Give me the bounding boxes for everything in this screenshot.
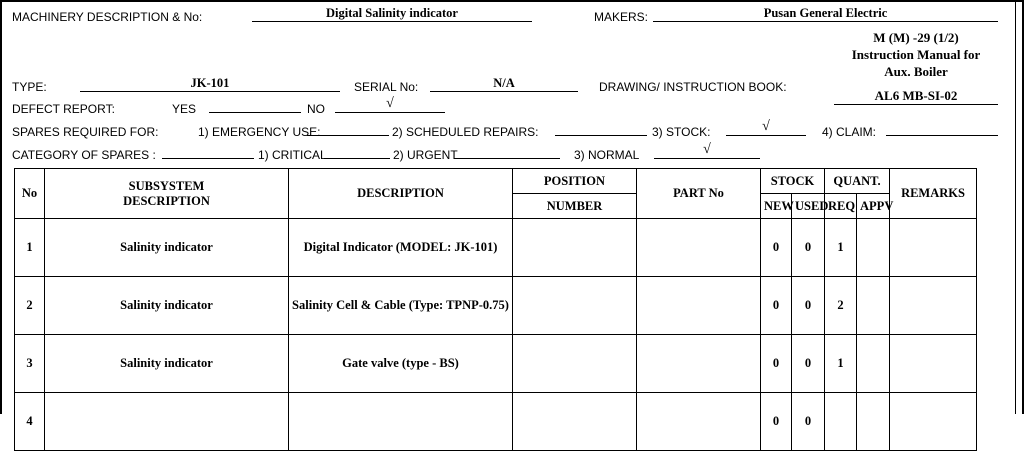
cell-part-no xyxy=(637,277,761,335)
cell-description: Digital Indicator (MODEL: JK-101) xyxy=(289,219,513,277)
spares-scheduled-label: 2) SCHEDULED REPAIRS: xyxy=(392,125,539,139)
category-normal-field[interactable] xyxy=(454,144,560,159)
cell-no: 1 xyxy=(15,219,45,277)
category-critical-field[interactable] xyxy=(162,144,254,159)
cell-subsystem xyxy=(45,393,289,451)
cell-position-number xyxy=(513,335,637,393)
cell-quant-appv xyxy=(857,393,890,451)
manual-reference-line2: Instruction Manual for xyxy=(851,47,981,62)
defect-report-no-field[interactable]: √ xyxy=(335,96,445,113)
cell-stock-used: 0 xyxy=(792,335,825,393)
cell-stock-used: 0 xyxy=(792,393,825,451)
cell-no: 3 xyxy=(15,335,45,393)
cell-part-no xyxy=(637,219,761,277)
cell-stock-new: 0 xyxy=(761,393,792,451)
cell-stock-new: 0 xyxy=(761,277,792,335)
cell-position-number xyxy=(513,393,637,451)
makers-value: Pusan General Electric xyxy=(653,6,998,22)
spares-stock-field[interactable]: √ xyxy=(726,119,806,136)
category-normal-label: 3) NORMAL xyxy=(574,148,640,162)
cell-stock-used: 0 xyxy=(792,219,825,277)
defect-report-yes-field[interactable] xyxy=(209,98,301,113)
cell-quant-req xyxy=(825,393,857,451)
defect-report-no-label: NO xyxy=(307,102,325,116)
th-position-number-line2: NUMBER xyxy=(513,194,637,219)
th-no: No xyxy=(15,169,45,219)
cell-description: Salinity Cell & Cable (Type: TPNP-0.75) xyxy=(289,277,513,335)
manual-reference-line1: M (M) -29 (1/2) xyxy=(873,30,959,45)
th-quant: QUANT. xyxy=(825,169,890,194)
spares-required-label: SPARES REQUIRED FOR: xyxy=(12,125,159,139)
manual-code-value: AL6 MB-SI-02 xyxy=(834,88,998,105)
cell-quant-req: 1 xyxy=(825,219,857,277)
th-appv: APPV xyxy=(857,194,890,219)
cell-part-no xyxy=(637,393,761,451)
table-row[interactable] xyxy=(15,219,977,277)
spares-emergency-field[interactable] xyxy=(307,121,389,136)
drawing-instruction-book-label: DRAWING/ INSTRUCTION BOOK: xyxy=(599,80,787,94)
category-of-spares-label: CATEGORY OF SPARES : xyxy=(12,148,156,162)
th-description: DESCRIPTION xyxy=(289,169,513,219)
machinery-description-value: Digital Salinity indicator xyxy=(252,6,532,22)
spares-claim-label: 4) CLAIM: xyxy=(822,125,877,139)
cell-no: 4 xyxy=(15,393,45,451)
cell-description xyxy=(289,393,513,451)
table-row[interactable] xyxy=(15,277,977,335)
th-subsystem-line2: DESCRIPTION xyxy=(123,193,210,208)
cell-remarks xyxy=(890,277,977,335)
spares-stock-label: 3) STOCK: xyxy=(652,125,711,139)
th-req: REQ xyxy=(825,194,857,219)
spares-claim-field[interactable] xyxy=(886,121,998,136)
cell-quant-appv xyxy=(857,277,890,335)
serial-no-value: N/A xyxy=(430,76,578,92)
cell-remarks xyxy=(890,219,977,277)
cell-description: Gate valve (type - BS) xyxy=(289,335,513,393)
cell-quant-appv xyxy=(857,219,890,277)
category-urgent-label: 2) URGENT xyxy=(393,148,458,162)
manual-reference-line3: Aux. Boiler xyxy=(884,64,948,79)
cell-subsystem: Salinity indicator xyxy=(45,277,289,335)
spares-table xyxy=(14,168,977,451)
cell-stock-new: 0 xyxy=(761,219,792,277)
defect-report-yes-label: YES xyxy=(172,102,197,116)
cell-no: 2 xyxy=(15,277,45,335)
cell-part-no xyxy=(637,335,761,393)
cell-remarks xyxy=(890,335,977,393)
th-position-number-line1: POSITION xyxy=(513,169,637,194)
th-used: USED xyxy=(792,194,825,219)
category-normal-mark[interactable]: √ xyxy=(654,142,760,159)
makers-label: MAKERS: xyxy=(594,10,649,24)
th-new: NEW xyxy=(761,194,792,219)
cell-stock-new: 0 xyxy=(761,335,792,393)
cell-subsystem: Salinity indicator xyxy=(45,219,289,277)
th-stock: STOCK xyxy=(761,169,825,194)
type-label: TYPE: xyxy=(12,80,47,94)
cell-position-number xyxy=(513,277,637,335)
cell-quant-appv xyxy=(857,335,890,393)
form-header xyxy=(2,2,1006,164)
machinery-description-label: MACHINERY DESCRIPTION & No: xyxy=(12,10,203,24)
th-subsystem-description xyxy=(45,169,289,219)
cell-remarks xyxy=(890,393,977,451)
cell-subsystem: Salinity indicator xyxy=(45,335,289,393)
th-subsystem-line1: SUBSYSTEM xyxy=(128,178,205,193)
type-value: JK-101 xyxy=(80,76,340,92)
table-row[interactable] xyxy=(15,335,977,393)
spares-emergency-label: 1) EMERGENCY USE: xyxy=(198,125,321,139)
page-border-right-inner xyxy=(1015,0,1016,414)
table-row[interactable] xyxy=(15,393,977,451)
th-remarks: REMARKS xyxy=(890,169,977,219)
category-urgent-field[interactable] xyxy=(324,144,390,159)
category-critical-label: 1) CRITICAL xyxy=(258,148,327,162)
cell-quant-req: 1 xyxy=(825,335,857,393)
serial-no-label: SERIAL No: xyxy=(354,80,419,94)
th-part-no: PART No xyxy=(637,169,761,219)
cell-quant-req: 2 xyxy=(825,277,857,335)
cell-position-number xyxy=(513,219,637,277)
spares-scheduled-field[interactable] xyxy=(555,121,647,136)
cell-stock-used: 0 xyxy=(792,277,825,335)
defect-report-label: DEFECT REPORT: xyxy=(12,102,115,116)
